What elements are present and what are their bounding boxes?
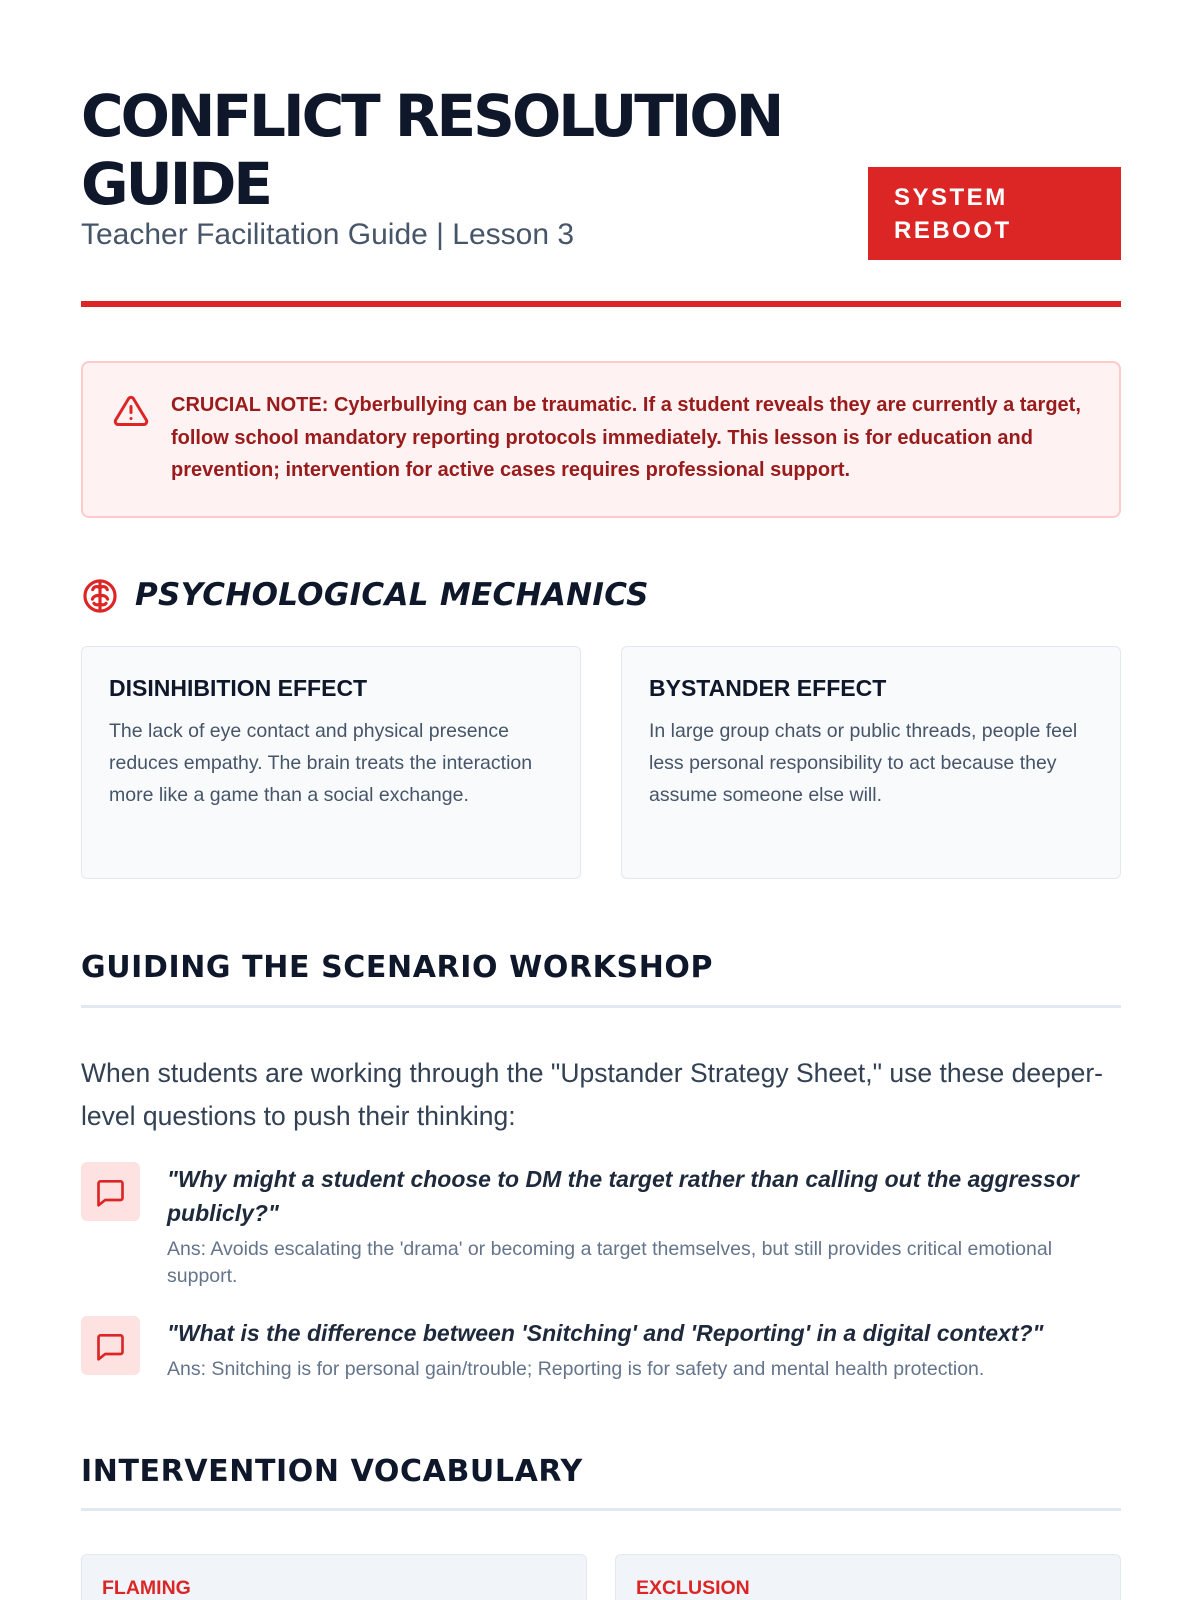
vocab-card-exclusion <box>615 1554 1121 1600</box>
vocab-term: FLAMING <box>102 1577 191 1599</box>
crucial-note-text: CRUCIAL NOTE: Cyberbullying can be traumatic. If a student reveals they are currently a target, follow school mandatory reporting protocols immediately. This lesson is for education and prevention; intervention for active cases requires professional support. <box>171 394 1081 481</box>
badge-line-1: SYSTEM <box>894 184 1008 211</box>
section-title-vocabulary: INTERVENTION VOCABULARY <box>81 1454 583 1489</box>
card-title: DISINHIBITION EFFECT <box>109 675 368 701</box>
vocabulary-divider <box>81 1508 1121 1511</box>
card-title: BYSTANDER EFFECT <box>649 675 887 701</box>
vocab-term: EXCLUSION <box>636 1577 750 1599</box>
guide-page <box>81 0 1121 1599</box>
page-title: CONFLICT RESOLUTION GUIDE <box>81 82 782 218</box>
workshop-divider <box>81 1005 1121 1008</box>
card-disinhibition-effect <box>81 646 581 879</box>
brain-icon <box>81 577 119 615</box>
section-title-psychological: PSYCHOLOGICAL MECHANICS <box>135 577 649 613</box>
card-body: The lack of eye contact and physical presence reduces empathy. The brain treats the interaction more like a game than a social exchange. <box>109 720 533 806</box>
badge-line-2: REBOOT <box>894 217 1012 244</box>
answer-text: Ans: Avoids escalating the 'drama' or becoming a target themselves, but still provides critical emotional support. <box>167 1238 1053 1287</box>
answer-text: Ans: Snitching is for personal gain/trouble; Reporting is for safety and mental health protection. <box>167 1358 985 1380</box>
section-title-workshop: GUIDING THE SCENARIO WORKSHOP <box>81 950 714 985</box>
chat-bubble-icon <box>81 1162 140 1221</box>
card-body: In large group chats or public threads, people feel less personal responsibility to act because they assume someone else will. <box>649 720 1078 806</box>
system-reboot-badge <box>868 167 1121 260</box>
warning-triangle-icon <box>112 393 150 429</box>
question-text: "Why might a student choose to DM the target rather than calling out the aggressor publicly?" <box>167 1166 1079 1226</box>
card-bystander-effect <box>621 646 1121 879</box>
vocab-card-flaming <box>81 1554 587 1600</box>
page-subtitle: Teacher Facilitation Guide | Lesson 3 <box>81 218 575 251</box>
page-header <box>81 0 1121 310</box>
question-text: "What is the difference between 'Snitching' and 'Reporting' in a digital context?" <box>167 1320 1044 1346</box>
header-divider <box>81 301 1121 307</box>
workshop-intro: When students are working through the "Upstander Strategy Sheet," use these deeper-level questions to push their thinking: <box>81 1058 1103 1131</box>
chat-bubble-icon <box>81 1316 140 1375</box>
crucial-note-box <box>81 361 1121 518</box>
